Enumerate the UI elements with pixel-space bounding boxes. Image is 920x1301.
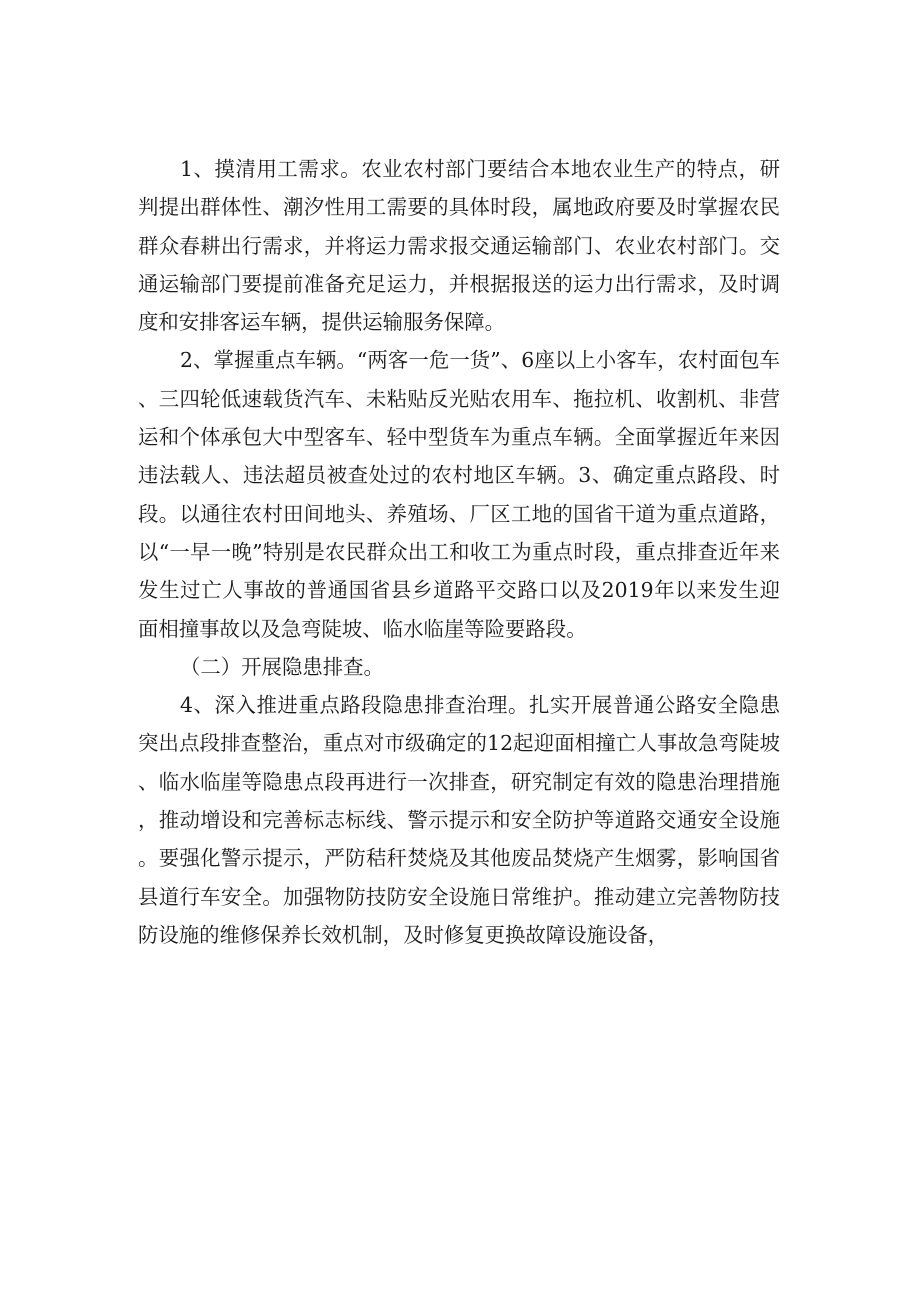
paragraph-key-vehicles: 2、掌握重点车辆。“两客一危一货”、6座以上小客车，农村面包车、三四轮低速载货汽车、未粘贴反光贴农用车、拖拉机、收割机、非营运和个体承包大中型客车、轻中型货车为重点车辆。全面掌握近年来因违法载人、违法超员被查处过的农村地区车辆。3、确定重点路段、时段。以通往农村田间地头、养殖场、厂区工地的国省干道为重点道路，以“一早一晚”特别是农民群众出工和收工为重点时段，重点排查近年来发生过亡人事故的普通国省县乡道路平交路口以及2019年以来发生迎面相撞事故以及急弯陡坡、临水临崖等险要路段。: [138, 348, 780, 641]
document-body: [138, 150, 780, 954]
section-heading-hazard-inspection: （二）开展隐患排查。: [180, 654, 384, 679]
paragraph-road-hazard-governance: 4、深入推进重点路段隐患排查治理。扎实开展普通公路安全隐患突出点段排查整治，重点对市级确定的12起迎面相撞亡人事故急弯陡坡、临水临崖等隐患点段再进行一次排查，研究制定有效的隐患治理措施，推动增设和完善标志标线、警示提示和安全防护等道路交通安全设施。要强化警示提示，严防秸秆焚烧及其他废品焚烧产生烟雾，影响国省县道行车安全。加强物防技防安全设施日常维护。推动建立完善物防技防设施的维修保养长效机制，及时修复更换故障设施设备，: [138, 693, 780, 947]
paragraph-labor-demand: 1、摸清用工需求。农业农村部门要结合本地农业生产的特点，研判提出群体性、潮汐性用工需要的具体时段，属地政府要及时掌握农民群众春耕出行需求，并将运力需求报交通运输部门、农业农村部门。交通运输部门要提前准备充足运力，并根据报送的运力出行需求，及时调度和安排客运车辆，提供运输服务保障。: [138, 157, 780, 335]
